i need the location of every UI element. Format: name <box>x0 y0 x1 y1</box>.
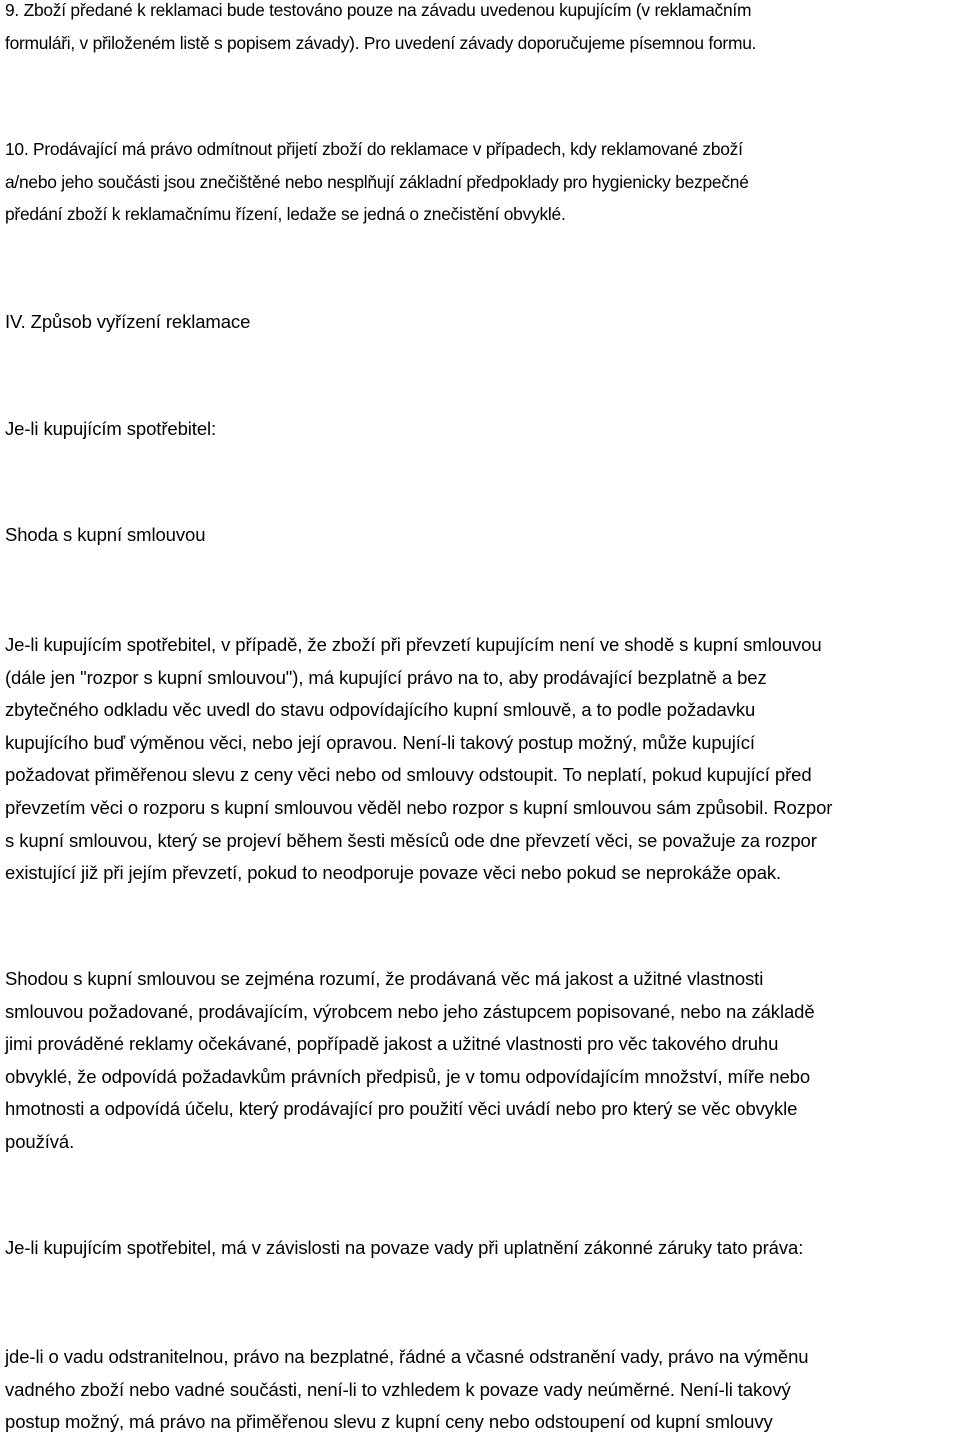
text-line: a/nebo jeho součásti jsou znečištěné nebo nesplňují základní předpoklady pro hygienicky bezpečné <box>5 171 749 192</box>
text-line: jde-li o vadu odstranitelnou, právo na bezplatné, řádné a včasné odstranění vady, právo na výměnu <box>5 1346 809 1367</box>
section-heading: IV. Způsob vyřízení reklamace <box>5 311 251 332</box>
text-line: obvyklé, že odpovídá požadavkům právních předpisů, je v tomu odpovídajícím množství, míře nebo <box>5 1065 811 1087</box>
rights-intro: Je-li kupujícím spotřebitel, má v závislosti na povaze vady při uplatnění zákonné záruky tato práva: <box>5 1237 804 1258</box>
paragraph-conformity <box>5 629 960 890</box>
paragraph-definition <box>5 963 960 1159</box>
item-9 <box>5 0 960 59</box>
text-line: hmotnosti a odpovídá účelu, který prodávající pro použití věci uvádí nebo pro který se věc obvykle <box>5 1098 798 1120</box>
text-line: 9. Zboží předané k reklamaci bude testováno pouze na závadu uvedenou kupujícím (v reklamačním <box>5 0 752 20</box>
text-line: smlouvou požadované, prodávajícím, výrobcem nebo jeho zástupcem popisované, nebo na základě <box>5 1000 815 1022</box>
text-line: požadovat přiměřenou slevu z ceny věci nebo od smlouvy odstoupit. To neplatí, pokud kupující před <box>5 764 812 786</box>
consumer-intro: Je-li kupujícím spotřebitel: <box>5 418 217 439</box>
text-line: postup možný, má právo na přiměřenou slevu z kupní ceny nebo odstoupení od kupní smlouvy <box>5 1411 773 1433</box>
text-line: 10. Prodávající má právo odmítnout přijetí zboží do reklamace v případech, kdy reklamované zboží <box>5 139 743 159</box>
text-line: (dále jen "rozpor s kupní smlouvou"), má kupující právo na to, aby prodávající bezplatně a bez <box>5 666 767 688</box>
text-line: jimi prováděné reklamy očekávané, popřípadě jakost a užitné vlastnosti pro věc takového druhu <box>5 1033 779 1055</box>
text-line: vadného zboží nebo vadné součásti, není-li to vzhledem k povaze vady neúměrné. Není-li takový <box>5 1378 791 1400</box>
text-line: předání zboží k reklamačnímu řízení, ledaže se jedná o znečistění obvyklé. <box>5 204 566 225</box>
paragraph-rights <box>5 1341 960 1439</box>
text-line: zbytečného odkladu věc uvedl do stavu odpovídajícího kupní smlouvě, a to podle požadavku <box>5 699 756 721</box>
text-line: převzetím věci o rozporu s kupní smlouvou věděl nebo rozpor s kupní smlouvou sám způsobil. Rozpor <box>5 796 833 818</box>
item-10 <box>5 133 960 231</box>
text-line: existující již při jejím převzetí, pokud to neodporuje povaze věci nebo pokud se neprokáže opak. <box>5 862 782 884</box>
text-line: používá. <box>5 1130 75 1152</box>
subheading: Shoda s kupní smlouvou <box>5 524 206 545</box>
text-line: Je-li kupujícím spotřebitel, v případě, že zboží při převzetí kupujícím není ve shodě s kupní smlouvou <box>5 634 822 655</box>
text-line: kupujícího buď výměnou věci, nebo její opravou. Není-li takový postup možný, může kupující <box>5 731 755 753</box>
text-line: Shodou s kupní smlouvou se zejména rozumí, že prodávaná věc má jakost a užitné vlastnosti <box>5 968 764 989</box>
text-line: formuláři, v přiloženém listě s popisem závady). Pro uvedení závady doporučujeme písemnou formu. <box>5 32 757 53</box>
text-line: s kupní smlouvou, který se projeví během šesti měsíců ode dne převzetí věci, se považuje za rozpor <box>5 829 817 851</box>
